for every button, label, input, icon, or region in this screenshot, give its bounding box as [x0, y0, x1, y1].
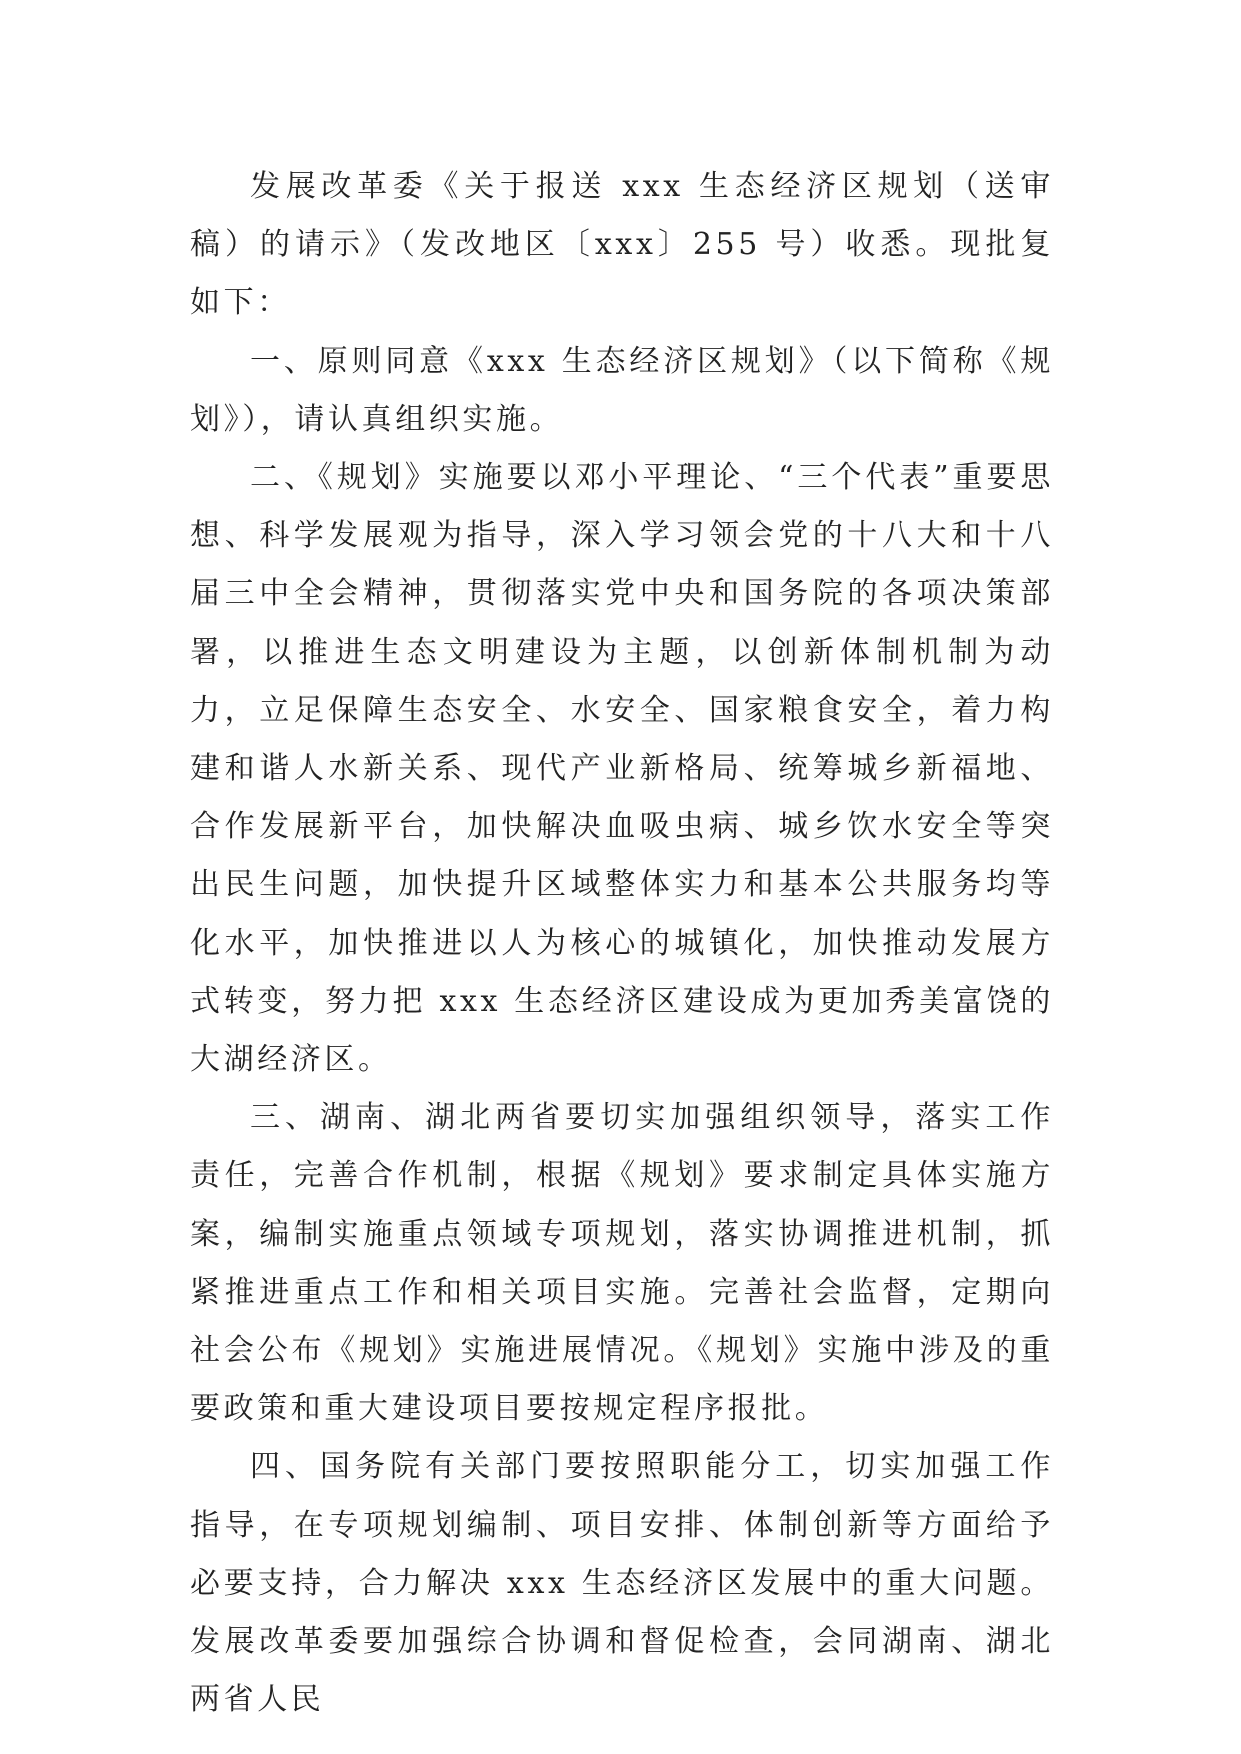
paragraph-intro: 发展改革委《关于报送 xxx 生态经济区规划（送审稿）的请示》（发改地区〔xxx〕255 号）收悉。现批复如下：: [190, 169, 1054, 321]
paragraph-item-3: 三、湖南、湖北两省要切实加强组织领导，落实工作责任，完善合作机制，根据《规划》要求制定具体实施方案，编制实施重点领域专项规划，落实协调推进机制，抓紧推进重点工作和相关项目实施。完善社会监督，定期向社会公布《规划》实施进展情况。《规划》实施中涉及的重要政策和重大建设项目要按规定程序报批。: [190, 1100, 1054, 1427]
paragraph-item-1: 一、原则同意《xxx 生态经济区规划》（以下简称《规划》），请认真组织实施。: [190, 343, 1054, 437]
paragraph-item-4: 四、国务院有关部门要按照职能分工，切实加强工作指导，在专项规划编制、项目安排、体制创新等方面给予必要支持，合力解决 xxx 生态经济区发展中的重大问题。发展改革委要加强综合协调和督促检查，会同湖南、湖北两省人民: [190, 1449, 1054, 1718]
paragraph-item-2: 二、《规划》实施要以邓小平理论、“三个代表”重要思想、科学发展观为指导，深入学习领会党的十八大和十八届三中全会精神，贯彻落实党中央和国务院的各项决策部署，以推进生态文明建设为主题，以创新体制机制为动力，立足保障生态安全、水安全、国家粮食安全，着力构建和谐人水新关系、现代产业新格局、统筹城乡新福地、合作发展新平台，加快解决血吸虫病、城乡饮水安全等突出民生问题，加快提升区域整体实力和基本公共服务均等化水平，加快推进以人为核心的城镇化，加快推动发展方式转变，努力把 xxx 生态经济区建设成为更加秀美富饶的大湖经济区。: [190, 460, 1054, 1078]
document-body: [190, 158, 1054, 1729]
